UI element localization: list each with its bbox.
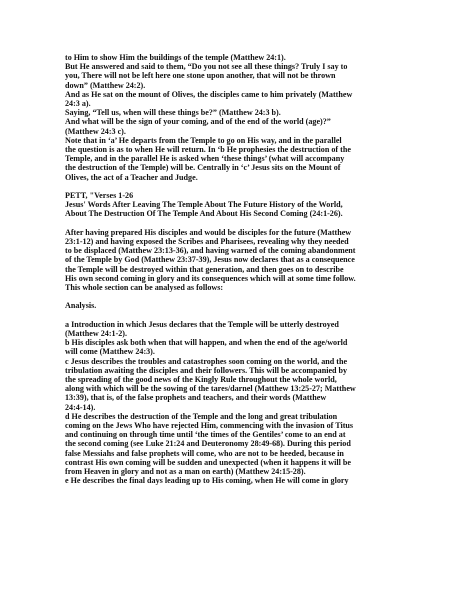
- text-line: 13:39), that is, of the false prophets and teachers, and their words (Matthew: [65, 393, 327, 403]
- text-line: And as He sat on the mount of Olives, the disciples came to him privately (Matthew: [65, 89, 353, 99]
- text-line: b His disciples ask both when that will happen, and when the end of the age/world: [65, 338, 348, 348]
- text-line: the spreading of the good news of the Kingly Rule throughout the whole world,: [65, 375, 337, 385]
- text-line: c Jesus describes the troubles and catastrophes soon coming on the world, and the: [65, 356, 348, 366]
- text-line: the second coming (see Luke 21:24 and Deuteronomy 28:49-68). During this period: [65, 439, 351, 449]
- text-line: 24:3 a).: [65, 99, 91, 109]
- text-line: down” (Matthew 24:2).: [65, 80, 146, 90]
- text-line: Saying, “Tell us, when will these things be?” (Matthew 24:3 b).: [65, 108, 281, 118]
- text-line: false Messiahs and false prophets will come, who are not to be heeded, because in: [65, 448, 344, 458]
- text-line: d He describes the destruction of the Temple and the long and great tribulation: [65, 411, 338, 421]
- text-line: to Him to show Him the buildings of the temple (Matthew 24:1).: [65, 53, 286, 62]
- text-line: the destruction of the Temple) will be. Centrally in ‘c’ Jesus sits on the Mount of: [65, 163, 341, 173]
- text-line: (Matthew 24:1-2).: [65, 329, 128, 339]
- text-line: tribulation awaiting the disciples and their followers. This will be accompanied by: [65, 365, 348, 375]
- paragraph-gap: [65, 292, 423, 301]
- text-line: 24:4-14).: [65, 402, 96, 412]
- text-line: e He describes the final days leading up to His coming, when He will come in glory: [65, 476, 349, 486]
- text-line: About The Destruction Of The Temple And About His Second Coming (24:1-26).: [65, 209, 343, 219]
- text-line: Jesus' Words After Leaving The Temple About The Future History of the World,: [65, 200, 343, 210]
- text-line: PETT, "Verses 1-26: [65, 191, 134, 201]
- text-line: to be displaced (Matthew 23:13-36), and having warned of the coming abandonment: [65, 246, 356, 256]
- paragraph-gap: [65, 219, 423, 228]
- text-line: 23:1-12) and having exposed the Scribes and Pharisees, revealing why they needed: [65, 237, 349, 247]
- paragraph-gap: [65, 311, 423, 320]
- text-line: (Matthew 24:3 c).: [65, 126, 126, 136]
- text-line: a Introduction in which Jesus declares that the Temple will be utterly destroyed: [65, 319, 339, 329]
- text-line: of the Temple by God (Matthew 23:37-39), Jesus now declares that as a consequence: [65, 255, 355, 265]
- text-line: contrast His own coming will be sudden and unexpected (when it happens it will be: [65, 457, 352, 467]
- text-line: along with which will be the sowing of the tares/darnel (Matthew 13:25-27; Matthew: [65, 384, 356, 394]
- text-line: from Heaven in glory and not as a man on earth) (Matthew 24:15-28).: [65, 467, 306, 477]
- text-line: After having prepared His disciples and would be disciples for the future (Matthew: [65, 227, 352, 237]
- text-line: Analysis.: [65, 301, 97, 311]
- paragraph-gap: [65, 182, 423, 191]
- text-line: will come (Matthew 24:3).: [65, 347, 155, 357]
- text-line: the question is as to when He will return. In ‘b He prophesies the destruction of the: [65, 145, 351, 155]
- text-line: Temple, and in the parallel He is asked when ‘these things’ (what will accompany: [65, 154, 345, 164]
- text-line: Olives, the act of a Teacher and Judge.: [65, 172, 198, 182]
- text-line: This whole section can be analysed as follows:: [65, 283, 224, 293]
- text-line: the Temple will be destroyed within that generation, and then goes on to describe: [65, 264, 344, 274]
- text-line: and continuing on through time until ‘the times of the Gentiles’ come to an end at: [65, 430, 346, 440]
- text-line: His own second coming in glory and its consequences which will at some time follow.: [65, 273, 356, 283]
- text-line: you, There will not be left here one stone upon another, that will not be thrown: [65, 71, 336, 81]
- text-line: But He answered and said to them, “Do you not see all these things? Truly I say to: [65, 62, 348, 72]
- text-line: And what will be the sign of your coming, and of the end of the world (age)?”: [65, 117, 331, 127]
- text-line: Note that in ‘a’ He departs from the Temple to go on His way, and in the parallel: [65, 135, 342, 145]
- text-line: coming on the Jews Who have rejected Him, commencing with the invasion of Titus: [65, 421, 354, 431]
- document-body: [65, 53, 423, 485]
